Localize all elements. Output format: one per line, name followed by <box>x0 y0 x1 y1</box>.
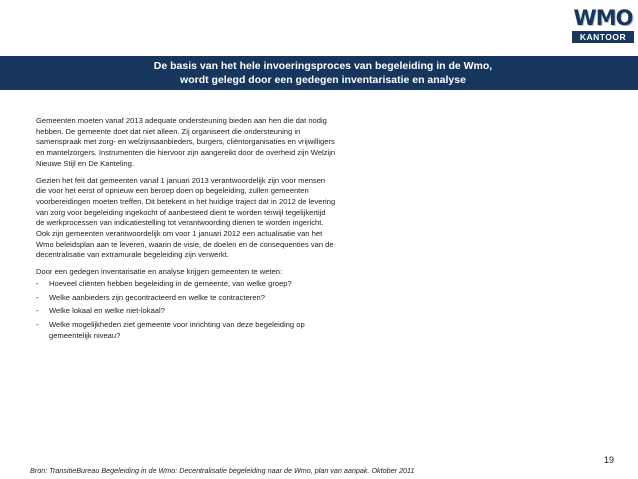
bullet-marker: - <box>36 278 39 288</box>
list-item-text: Welke mogelijkheden ziet gemeente voor inrichting van deze begeleiding op gemeentelijk niveau? <box>49 319 305 340</box>
title-line-2: wordt gelegd door een gedegen inventarisatie en analyse <box>180 74 466 86</box>
list-item-text: Welke aanbieders zijn gecontracteerd en welke te contracteren? <box>49 292 265 302</box>
list-item <box>36 320 336 341</box>
list-item-text: Welke lokaal en welke niet-lokaal? <box>49 306 165 316</box>
logo-top-text: WMO <box>573 6 633 30</box>
list-item <box>36 293 336 304</box>
paragraph-1: Gemeenten moeten vanaf 2013 adequate ondersteuning bieden aan hen die dat nodig hebben. De gemeente doet dat niet alleen. Zij organiseert die ondersteuning in samenspraak met zorg- en welzijnsaanbieders, burgers, cliëntorganisaties en vrijwilligers en mantelzorgers. Instrumenten die hiervoor zijn aangereikt door de overheid zijn Welzijn Nieuwe Stijl en De Kanteling. <box>36 116 336 168</box>
bullet-marker: - <box>36 319 39 329</box>
source-citation: Bron: TransitieBureau Begeleiding in de Wmo: Decentralisatie begeleiding naar de Wmo, plan van aanpak. Oktober 2011 <box>30 466 415 475</box>
paragraph-2: Gezien het feit dat gemeenten vanaf 1 januari 2013 verantwoordelijk zijn voor mensen die voor het eerst of opnieuw een beroep doen op begeleiding, zullen gemeenten voorbereidingen moeten treffen. Dit betekent in het huidige traject dat in 2012 de levering van zorg voor begeleiding ingekocht of aanbesteed dient te worden terwijl tegelijkertijd de werkprocessen van indicatiestelling tot verantwoording dienen te worden ingericht. <box>36 175 336 228</box>
list-item <box>36 306 336 317</box>
title-line-1: De basis van het hele invoeringsproces van begeleiding in de Wmo, <box>153 60 493 72</box>
paragraph-3: Ook zijn gemeenten verantwoordelijk om voor 1 januari 2012 een actualisatie van het Wmo beleidsplan aan te leveren, waarin de visie, de doelen en de consequenties van de decentralisatie van extramurale begeleiding zijn verwerkt. <box>36 229 334 260</box>
list-item-text: Hoeveel cliënten hebben begeleiding in de gemeente, van welke groep? <box>49 278 292 288</box>
question-list <box>36 279 336 342</box>
bullet-marker: - <box>36 306 39 316</box>
bullet-marker: - <box>36 292 39 302</box>
list-intro: Door een gedegen inventarisatie en analyse krijgen gemeenten te weten: <box>36 267 283 277</box>
logo-bottom-text: KANTOOR <box>572 31 634 43</box>
page-number: 19 <box>604 455 615 465</box>
list-item <box>36 279 336 290</box>
body-text <box>36 116 336 344</box>
wmo-kantoor-logo <box>572 6 634 50</box>
title-banner <box>0 56 638 90</box>
